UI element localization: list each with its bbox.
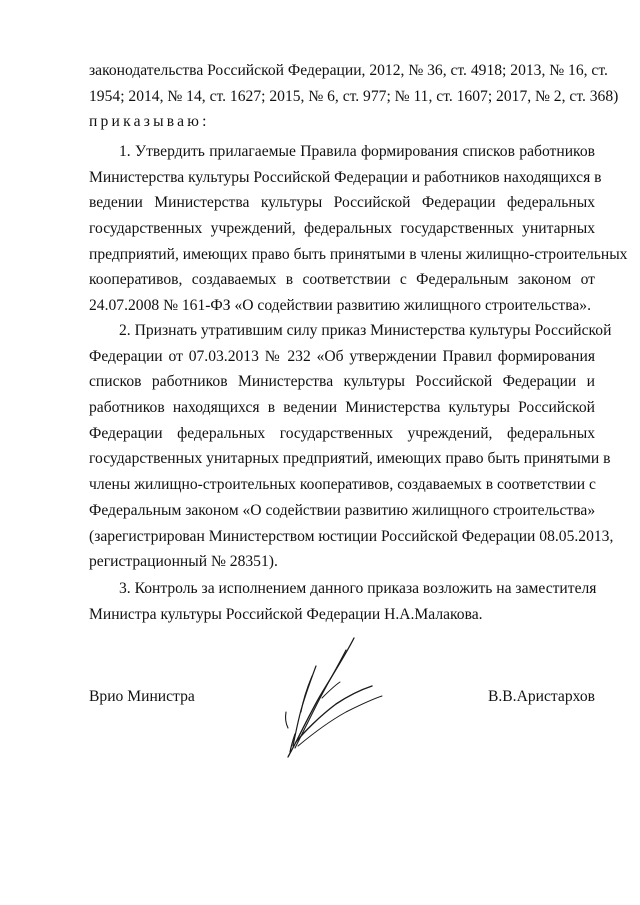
handwritten-signature	[276, 636, 386, 760]
paragraph-3	[89, 576, 595, 627]
paragraph-line: государственных учреждений, федеральных государственных унитарных	[89, 220, 595, 238]
paragraph-line: 3. Контроль за исполнением данного приказа возложить на заместителя	[119, 580, 597, 597]
signatory-name: В.В.Аристархов	[487, 688, 595, 705]
intro-line: законодательства Российской Федерации, 2012, № 36, ст. 4918; 2013, № 16, ст.	[89, 62, 608, 79]
intro-line: 1954; 2014, № 14, ст. 1627; 2015, № 6, ст. 977; № 11, ст. 1607; 2017, № 2, ст. 368)	[89, 87, 619, 105]
paragraph-line: списков работников Министерства культуры Российской Федерации и	[89, 373, 595, 391]
paragraph-line: Федеральным законом «О содействии развитию жилищного строительства»	[89, 501, 596, 519]
paragraph-line: 24.07.2008 № 161-ФЗ «О содействии развитию жилищного строительства».	[89, 297, 591, 315]
order-word: приказываю:	[89, 113, 210, 131]
paragraph-line: работников находящихся в ведении Министерства культуры Российской	[89, 399, 595, 417]
paragraph-line: государственных унитарных предприятий, имеющих право быть принятыми в	[89, 450, 611, 468]
signatory-title: Врио Министра	[89, 688, 195, 705]
paragraph-line: ведении Министерства культуры Российской Федерации федеральных	[89, 194, 595, 212]
paragraph-line: Федерации федеральных государственных учреждений, федеральных	[89, 424, 595, 442]
paragraph-line: 2. Признать утратившим силу приказ Министерства культуры Российской	[119, 322, 612, 339]
paragraph-line: кооперативов, создаваемых в соответствии с Федеральным законом от	[89, 271, 595, 289]
paragraph-line: Министерства культуры Российской Федерации и работников находящихся в	[89, 168, 602, 186]
paragraph-line: Федерации от 07.03.2013 № 232 «Об утверждении Правил формирования	[89, 347, 595, 365]
intro-block	[89, 58, 619, 135]
paragraph-1	[89, 139, 628, 319]
paragraph-line: (зарегистрирован Министерством юстиции Российской Федерации 08.05.2013,	[89, 527, 614, 545]
paragraph-line: 1. Утвердить прилагаемые Правила формирования списков работников	[119, 143, 595, 160]
paragraph-line: предприятий, имеющих право быть принятыми в члены жилищно-строительных	[89, 245, 628, 263]
paragraph-line: члены жилищно-строительных кооперативов, создаваемых в соответствии с	[89, 476, 596, 494]
paragraph-line: регистрационный № 28351).	[89, 553, 278, 571]
paragraph-line: Министра культуры Российской Федерации Н.А.Малакова.	[89, 605, 483, 623]
paragraph-2	[89, 318, 614, 575]
